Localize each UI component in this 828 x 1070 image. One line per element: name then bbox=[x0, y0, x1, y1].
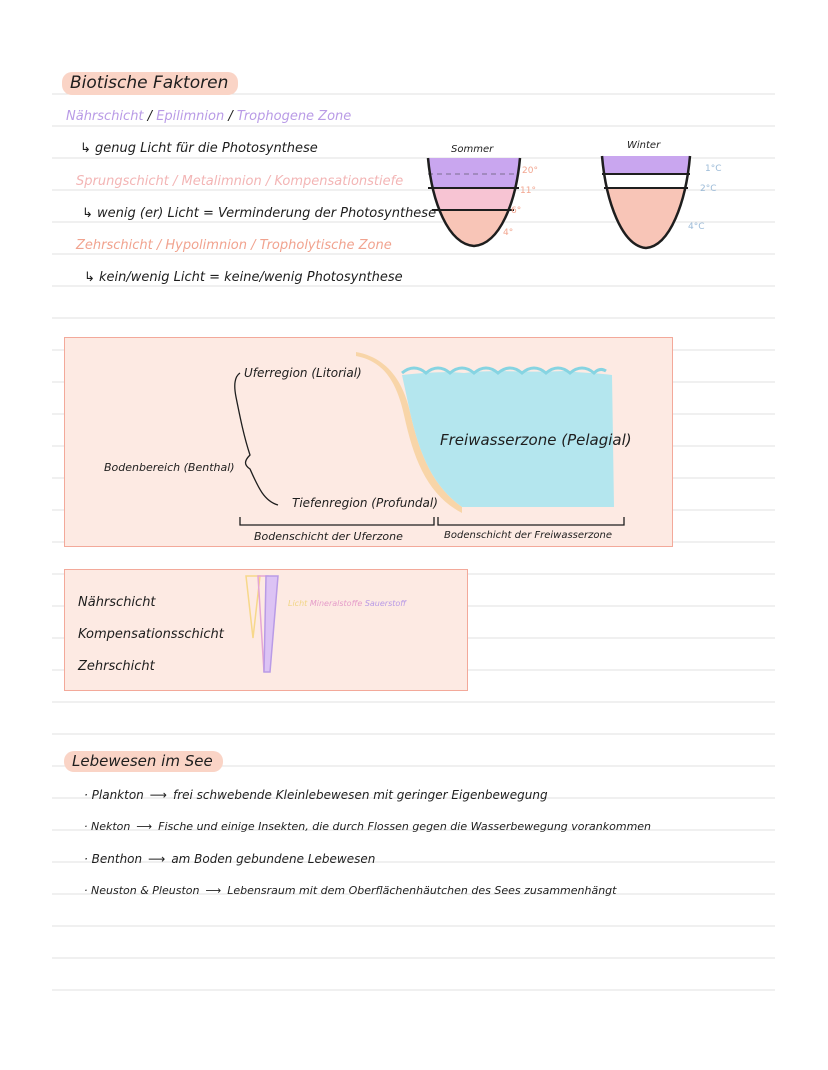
page-title: Biotische Faktoren bbox=[62, 72, 238, 95]
region-brace bbox=[235, 373, 278, 505]
legend-mineralstoffe: Mineralstoffe bbox=[309, 599, 363, 608]
bullet: · bbox=[84, 788, 92, 802]
bottom-bracket-right bbox=[438, 517, 624, 525]
organism-item bbox=[84, 852, 375, 866]
winter-temp-3: 4°C bbox=[688, 222, 705, 232]
organism-term: Benthon bbox=[91, 852, 143, 866]
organism-term: Plankton bbox=[91, 788, 144, 802]
arrow-icon: ⟶ bbox=[149, 788, 167, 802]
organism-item bbox=[84, 820, 651, 833]
legend-sauerstoff: Sauerstoff bbox=[364, 599, 407, 608]
arrow-icon: ⟶ bbox=[136, 820, 153, 833]
winter-bottom-layer bbox=[596, 188, 696, 254]
organism-term: Nekton bbox=[91, 820, 131, 833]
organism-item bbox=[84, 884, 616, 897]
summer-temp-1: 20° bbox=[522, 166, 538, 176]
legend-row-zehrschicht: Zehrschicht bbox=[78, 659, 155, 674]
bottom-bracket-left bbox=[240, 517, 434, 525]
organism-term: Neuston & Pleuston bbox=[91, 884, 200, 897]
summer-lake-diagram bbox=[420, 152, 530, 252]
arrow-icon: ⟶ bbox=[148, 852, 166, 866]
winter-temp-2: 2°C bbox=[700, 184, 717, 194]
winter-temp-1: 1°C bbox=[705, 164, 722, 174]
naehrschicht-term: Nährschicht bbox=[66, 109, 144, 124]
legend-row-kompensationsschicht: Kompensationsschicht bbox=[78, 627, 224, 642]
organism-desc: Lebensraum mit dem Oberflächenhäutchen des Sees zusammenhängt bbox=[227, 884, 617, 897]
bullet: · bbox=[84, 884, 91, 897]
summer-epilimnion bbox=[420, 158, 530, 188]
epilimnion-term: Epilimnion bbox=[156, 109, 225, 124]
trophogene-term: Trophogene Zone bbox=[236, 109, 352, 124]
summer-label: Sommer bbox=[451, 144, 494, 155]
summer-hypolimnion bbox=[420, 210, 530, 250]
bullet: · bbox=[84, 852, 92, 866]
arrow-icon: ⟶ bbox=[205, 884, 222, 897]
separator: / bbox=[228, 109, 233, 124]
bodenbereich-label: Bodenbereich (Benthal) bbox=[104, 461, 235, 474]
uferregion-label: Uferregion (Litorial) bbox=[244, 366, 362, 380]
naehrschicht-line bbox=[66, 109, 351, 124]
triangle-legend bbox=[288, 599, 406, 608]
zehrschicht-line: Zehrschicht / Hypolimnion / Tropholytische Zone bbox=[76, 238, 392, 253]
winter-top-layer bbox=[596, 156, 696, 174]
note-naehrschicht: ↳ genug Licht für die Photosynthese bbox=[80, 141, 318, 156]
bodenschicht-uferzone-label: Bodenschicht der Uferzone bbox=[254, 530, 403, 543]
winter-lake-diagram bbox=[596, 152, 696, 254]
organism-desc: frei schwebende Kleinlebewesen mit geringer Eigenbewegung bbox=[172, 788, 548, 802]
note-zehrschicht: ↳ kein/wenig Licht = keine/wenig Photosynthese bbox=[84, 270, 403, 285]
organism-item bbox=[84, 788, 548, 802]
freiwasserzone-label: Freiwasserzone (Pelagial) bbox=[440, 431, 632, 449]
note-sprungschicht: ↳ wenig (er) Licht = Verminderung der Photosynthese bbox=[82, 206, 437, 221]
summer-temp-3: 6° bbox=[511, 206, 522, 216]
separator: / bbox=[147, 109, 153, 124]
summer-temp-2: 11° bbox=[520, 186, 536, 196]
gradient-triangles bbox=[240, 572, 290, 676]
bodenschicht-freiwasserzone-label: Bodenschicht der Freiwasserzone bbox=[444, 530, 613, 541]
legend-row-naehrschicht: Nährschicht bbox=[78, 595, 156, 610]
bullet: · bbox=[84, 820, 91, 833]
organisms-title: Lebewesen im See bbox=[64, 751, 223, 772]
winter-middle-layer bbox=[596, 174, 696, 188]
winter-label: Winter bbox=[627, 140, 661, 151]
tiefenregion-label: Tiefenregion (Profundal) bbox=[292, 496, 438, 510]
organism-desc: am Boden gebundene Lebewesen bbox=[171, 852, 376, 866]
summer-temp-4: 4° bbox=[503, 228, 514, 238]
organism-desc: Fische und einige Insekten, die durch Flossen gegen die Wasserbewegung vorankommen bbox=[158, 820, 652, 833]
sprungschicht-line: Sprungschicht / Metalimnion / Kompensationstiefe bbox=[76, 174, 404, 189]
oxygen-triangle bbox=[264, 576, 278, 672]
legend-licht: Licht bbox=[288, 599, 308, 608]
